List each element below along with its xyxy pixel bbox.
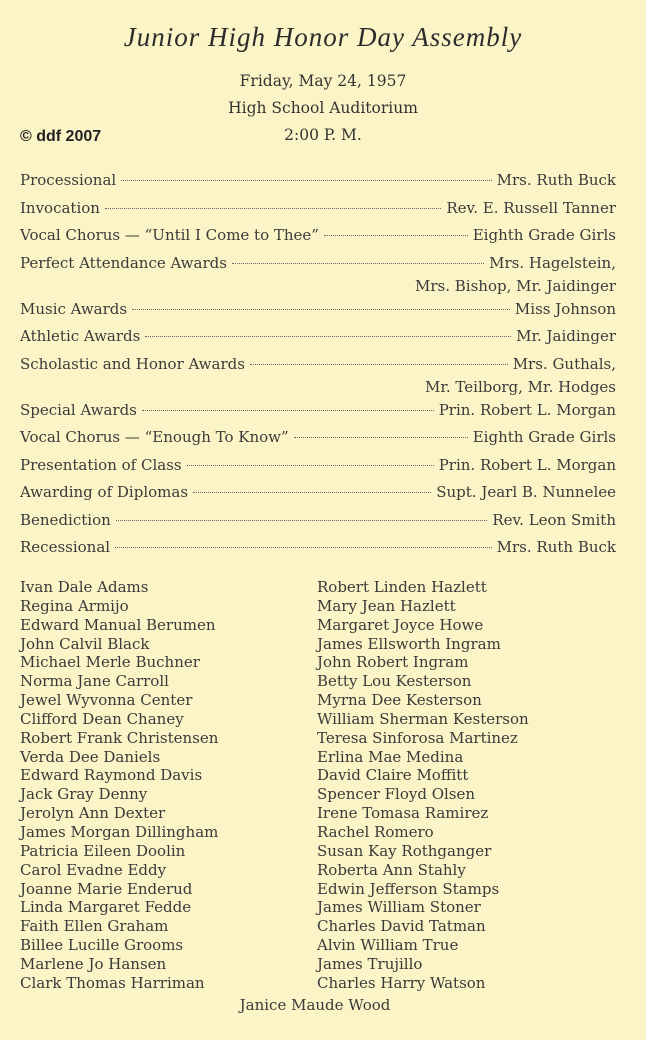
program-row xyxy=(20,455,616,483)
program-row xyxy=(20,510,616,538)
program-presenter-continued: Mrs. Bishop, Mr. Jaidinger xyxy=(415,276,616,295)
dot-leader xyxy=(105,208,441,209)
graduate-name: Marlene Jo Hansen xyxy=(20,954,167,973)
graduate-name: Irene Tomasa Ramirez xyxy=(317,804,489,823)
graduate-name: Rachel Romero xyxy=(317,822,434,841)
program-presenter: Mrs. Hagelstein, xyxy=(489,253,616,272)
graduate-name: James William Stoner xyxy=(317,898,481,917)
graduate-name: Norma Jane Carroll xyxy=(20,672,169,691)
graduate-name: Roberta Ann Stahly xyxy=(317,860,466,879)
graduate-name: Margaret Joyce Howe xyxy=(317,615,484,634)
graduate-name: James Ellsworth Ingram xyxy=(317,634,501,653)
program-item: Processional xyxy=(20,171,117,189)
program-row xyxy=(20,326,616,354)
graduate-name: Erlina Mae Medina xyxy=(317,747,464,766)
graduate-name: Regina Armijo xyxy=(20,596,129,615)
program-item: Awarding of Diplomas xyxy=(20,483,189,501)
graduate-name: Clark Thomas Harriman xyxy=(20,973,205,992)
graduates-column-right xyxy=(317,578,529,993)
graduate-name: Jack Gray Denny xyxy=(20,785,148,804)
dot-leader xyxy=(324,235,468,236)
graduate-name: James Morgan Dillingham xyxy=(20,822,219,841)
program-presenter: Supt. Jearl B. Nunnelee xyxy=(436,483,616,501)
program-presenter: Prin. Robert L. Morgan xyxy=(438,400,616,419)
graduate-name: Alvin William True xyxy=(317,936,459,955)
graduate-name: Michael Merle Buchner xyxy=(20,653,200,672)
graduate-name: Jerolyn Ann Dexter xyxy=(20,804,166,823)
dot-leader xyxy=(294,437,468,438)
program-presenter: Miss Johnson xyxy=(514,299,616,318)
program-item: Athletic Awards xyxy=(20,327,141,345)
dot-leader xyxy=(145,336,511,337)
graduate-name: Billee Lucille Grooms xyxy=(20,936,184,955)
program-presenter: Mrs. Guthals, xyxy=(512,354,616,373)
graduate-name: David Claire Moffitt xyxy=(317,766,469,785)
graduate-name: Patricia Eileen Doolin xyxy=(20,841,186,860)
program-presenter: Eighth Grade Girls xyxy=(472,226,616,244)
dot-leader xyxy=(187,465,434,466)
graduate-name: Mary Jean Hazlett xyxy=(317,596,456,615)
graduate-name: Jewel Wyvonna Center xyxy=(20,691,193,710)
program-item: Vocal Chorus — “Enough To Know” xyxy=(20,428,289,446)
program-list xyxy=(20,170,616,565)
graduate-name: Edward Raymond Davis xyxy=(20,766,203,785)
page-title: Junior High Honor Day Assembly xyxy=(123,22,523,52)
dot-leader xyxy=(132,309,510,310)
program-row xyxy=(20,427,616,455)
graduate-name: Clifford Dean Chaney xyxy=(20,709,184,728)
dot-leader xyxy=(116,520,488,521)
program-row xyxy=(20,299,616,327)
copyright-notice: © ddf 2007 xyxy=(20,128,102,145)
program-presenter: Prin. Robert L. Morgan xyxy=(438,455,616,474)
program-presenter: Mrs. Ruth Buck xyxy=(496,171,616,189)
program-item: Music Awards xyxy=(20,299,128,318)
graduate-name: Spencer Floyd Olsen xyxy=(317,785,476,804)
graduate-name: John Robert Ingram xyxy=(317,653,469,672)
program-item: Recessional xyxy=(20,538,111,556)
graduate-name: Ivan Dale Adams xyxy=(20,578,149,596)
graduate-name: Robert Linden Hazlett xyxy=(317,578,487,596)
graduate-name-final: Janice Maude Wood xyxy=(239,996,391,1014)
graduate-name: Betty Lou Kesterson xyxy=(317,672,472,691)
program-item: Special Awards xyxy=(20,400,137,419)
dot-leader xyxy=(121,180,491,181)
program-item: Scholastic and Honor Awards xyxy=(20,354,245,373)
program-item: Benediction xyxy=(20,510,111,529)
graduates-column-left xyxy=(20,578,218,993)
graduate-name: Joanne Marie Enderud xyxy=(20,879,193,898)
program-row xyxy=(20,198,616,226)
dot-leader xyxy=(250,364,508,365)
program-item: Vocal Chorus — “Until I Come to Thee” xyxy=(20,226,319,244)
program-item: Perfect Attendance Awards xyxy=(20,253,227,272)
program-item: Invocation xyxy=(20,198,100,217)
program-row xyxy=(20,170,616,198)
graduate-name: Charles Harry Watson xyxy=(317,973,486,992)
dot-leader xyxy=(193,492,431,493)
program-presenter: Mr. Jaidinger xyxy=(516,327,616,345)
program-presenter: Eighth Grade Girls xyxy=(472,428,616,446)
graduate-name: Robert Frank Christensen xyxy=(20,728,219,747)
graduate-name: Verda Dee Daniels xyxy=(20,747,161,766)
graduate-name: Myrna Dee Kesterson xyxy=(317,691,482,710)
dot-leader xyxy=(142,410,434,411)
graduate-name: Linda Margaret Fedde xyxy=(20,898,192,917)
program-row xyxy=(20,537,616,565)
program-presenter: Rev. Leon Smith xyxy=(492,510,616,529)
program-row xyxy=(20,225,616,253)
graduate-name: John Calvil Black xyxy=(20,634,150,653)
dot-leader xyxy=(232,263,484,264)
program-row xyxy=(20,482,616,510)
graduate-name: Edward Manual Berumen xyxy=(20,615,216,634)
program-presenter: Rev. E. Russell Tanner xyxy=(446,198,616,217)
graduate-name: James Trujillo xyxy=(317,954,423,973)
event-venue: High School Auditorium xyxy=(228,99,418,117)
program-item: Presentation of Class xyxy=(20,455,182,474)
graduate-name: Teresa Sinforosa Martinez xyxy=(317,728,518,747)
program-presenter: Mrs. Ruth Buck xyxy=(496,538,616,556)
dot-leader xyxy=(115,547,492,548)
graduate-name: Charles David Tatman xyxy=(317,917,486,936)
program-presenter-continued: Mr. Teilborg, Mr. Hodges xyxy=(425,377,616,396)
graduate-name: Faith Ellen Graham xyxy=(20,917,169,936)
graduate-name: William Sherman Kesterson xyxy=(317,709,529,728)
event-time: 2:00 P. M. xyxy=(284,126,362,144)
graduate-name: Edwin Jefferson Stamps xyxy=(317,879,500,898)
program-row xyxy=(20,354,616,400)
event-date: Friday, May 24, 1957 xyxy=(239,72,407,90)
graduate-name: Susan Kay Rothganger xyxy=(317,841,492,860)
graduate-name: Carol Evadne Eddy xyxy=(20,860,167,879)
program-row xyxy=(20,253,616,299)
program-row xyxy=(20,400,616,428)
